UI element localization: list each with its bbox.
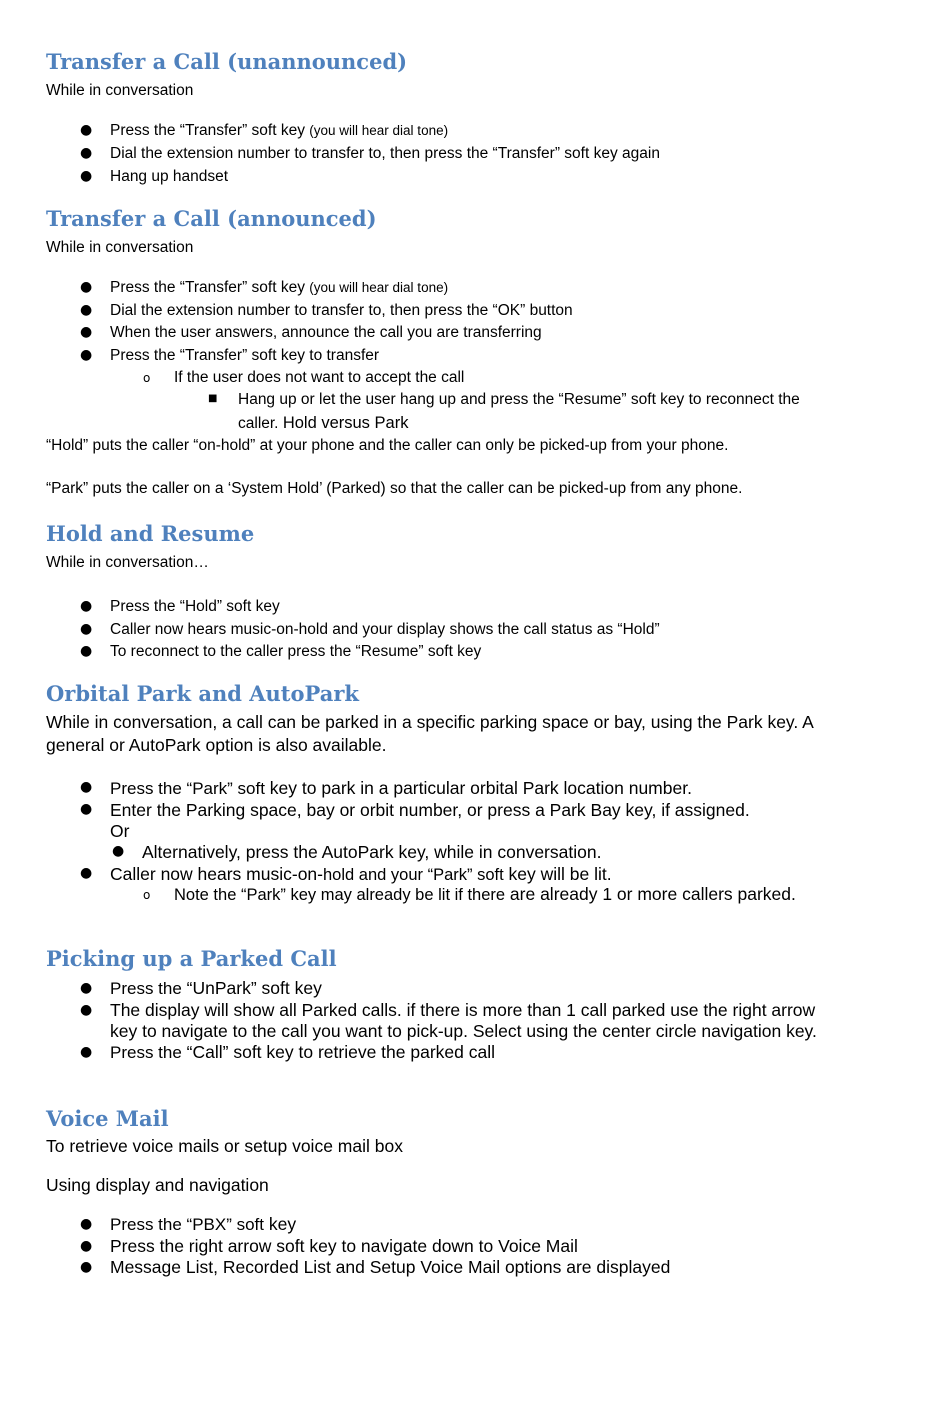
circle-bullet-icon: o	[143, 371, 151, 385]
sub-sub-list-item-continued: caller. Hold versus Park	[238, 414, 409, 432]
intro-text: While in conversation…	[46, 554, 209, 571]
list-item: Enter the Parking space, bay or orbit number, or press a Park Bay key, if assigned.	[110, 800, 750, 820]
list-item: Caller now hears music-on-hold and your “Park” soft key will be lit.	[110, 864, 612, 884]
list-item: Dial the extension number to transfer to, then press the “Transfer” soft key again	[110, 145, 660, 162]
list-item: To reconnect to the caller press the “Resume” soft key	[110, 643, 482, 660]
bullet-icon: ●	[80, 168, 93, 184]
list-item: Dial the extension number to transfer to, then press the “OK” button	[110, 302, 573, 319]
list-item: Press the “Transfer” soft key to transfer	[110, 347, 380, 364]
intro-text: Using display and navigation	[46, 1175, 269, 1195]
list-item: Hang up handset	[110, 168, 229, 185]
list-item: Press the “UnPark” soft key	[110, 978, 322, 998]
intro-text: While in conversation, a call can be parked in a specific parking space or bay, using the Park key. A	[46, 712, 814, 732]
bullet-icon: ●	[80, 1044, 93, 1060]
list-item-continued: key to navigate to the call you want to pick-up. Select using the center circle navigation key.	[110, 1021, 817, 1041]
paragraph-park: “Park” puts the caller on a ‘System Hold’ (Parked) so that the caller can be picked-up from any phone.	[46, 480, 743, 497]
bullet-icon: ●	[80, 980, 93, 996]
square-bullet-icon: ■	[208, 393, 218, 404]
note-item: Note the “Park” key may already be lit if there are already 1 or more callers parked.	[174, 884, 796, 904]
intro-text: While in conversation	[46, 239, 194, 256]
bullet-icon: ●	[80, 302, 93, 318]
bullet-icon: ●	[80, 1259, 93, 1275]
heading-hold-and-resume: Hold and Resume	[46, 521, 255, 546]
bullet-icon: ●	[80, 324, 93, 340]
bullet-icon: ●	[80, 801, 93, 817]
list-item: Message List, Recorded List and Setup Voice Mail options are displayed	[110, 1257, 671, 1277]
bullet-icon: ●	[80, 279, 93, 295]
paragraph-hold: “Hold” puts the caller “on-hold” at your phone and the caller can only be picked-up from your phone.	[46, 437, 729, 454]
intro-text: To retrieve voice mails or setup voice mail box	[46, 1136, 403, 1156]
or-label: Or	[110, 821, 130, 841]
heading-voice-mail: Voice Mail	[46, 1106, 169, 1131]
bullet-icon: ●	[80, 1002, 93, 1018]
list-item: When the user answers, announce the call you are transferring	[110, 324, 542, 341]
list-item: The display will show all Parked calls. if there is more than 1 call parked use the right arrow	[110, 1000, 816, 1020]
list-item: Press the “Transfer” soft key (you will hear dial tone)	[110, 122, 449, 139]
bullet-icon: ●	[80, 779, 93, 795]
bullet-icon: ●	[80, 643, 93, 659]
bullet-icon: ●	[80, 347, 93, 363]
list-item: Press the “Transfer” soft key (you will hear dial tone)	[110, 279, 449, 296]
bullet-icon: ●	[80, 621, 93, 637]
bullet-icon: ●	[80, 865, 93, 881]
intro-text-continued: general or AutoPark option is also available.	[46, 735, 387, 755]
list-item: Press the “Park” soft key to park in a particular orbital Park location number.	[110, 778, 692, 798]
sub-list-item: Alternatively, press the AutoPark key, while in conversation.	[142, 842, 602, 862]
heading-picking-up-parked-call: Picking up a Parked Call	[46, 946, 337, 971]
bullet-icon: ●	[80, 598, 93, 614]
list-item: Press the right arrow soft key to navigate down to Voice Mail	[110, 1236, 578, 1256]
list-item: Caller now hears music-on-hold and your display shows the call status as “Hold”	[110, 621, 660, 638]
bullet-icon: ●	[80, 145, 93, 161]
inline-heading-hold-versus-park: Hold versus Park	[282, 414, 409, 432]
heading-transfer-unannounced: Transfer a Call (unannounced)	[46, 49, 408, 74]
circle-bullet-icon: o	[143, 888, 151, 902]
bullet-icon: ●	[80, 122, 93, 138]
list-item: Press the “Call” soft key to retrieve the parked call	[110, 1042, 495, 1062]
bullet-icon: ●	[112, 843, 125, 859]
list-item: Press the “PBX” soft key	[110, 1214, 297, 1234]
sub-sub-list-item: Hang up or let the user hang up and press the “Resume” soft key to reconnect the	[238, 391, 800, 408]
bullet-icon: ●	[80, 1238, 93, 1254]
list-item: Press the “Hold” soft key	[110, 598, 280, 615]
bullet-icon: ●	[80, 1216, 93, 1232]
intro-text: While in conversation	[46, 82, 194, 99]
heading-orbital-park: Orbital Park and AutoPark	[46, 681, 359, 706]
sub-list-item: If the user does not want to accept the call	[174, 369, 465, 386]
heading-transfer-announced: Transfer a Call (announced)	[46, 206, 377, 231]
